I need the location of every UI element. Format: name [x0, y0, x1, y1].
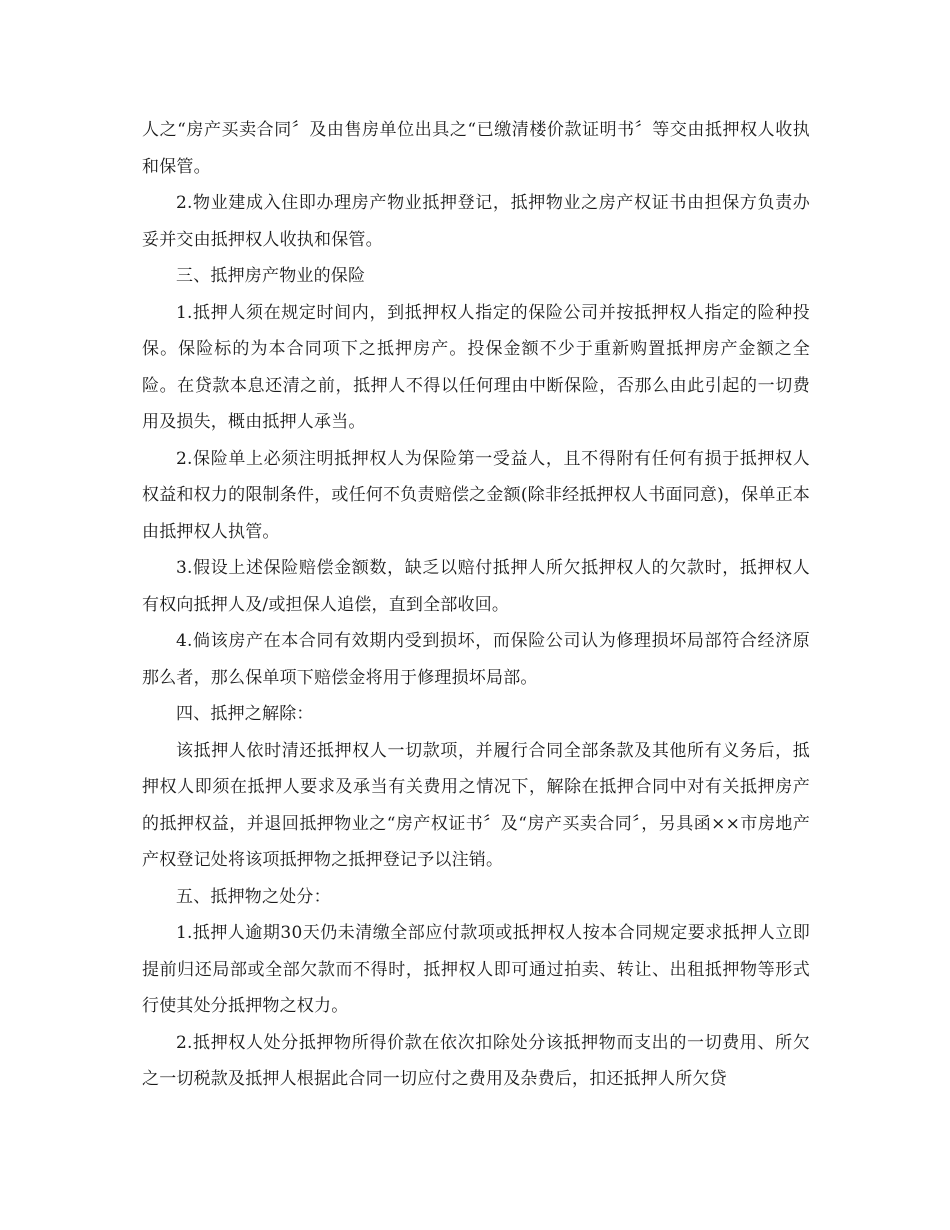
paragraph-insurance-1: 1.抵押人须在规定时间内，到抵押权人指定的保险公司并按抵押权人指定的险种投保。保险标的为本合同项下之抵押房产。投保金额不少于重新购置抵押房产金额之全险。在贷款本息还清之前，抵押人不得以任何理由中断保险，否那么由此引起的一切费用及损失，概由抵押人承当。 [142, 302, 810, 432]
paragraph-disposal-2: 2.抵押权人处分抵押物所得价款在依次扣除处分该抵押物而支出的一切费用、所欠之一切税款及抵押人根据此合同一切应付之费用及杂费后，扣还抵押人所欠贷 [142, 1032, 810, 1089]
paragraph-release: 该抵押人依时清还抵押权人一切款项，并履行合同全部条款及其他所有义务后，抵押权人即须在抵押人要求及承当有关费用之情况下，解除在抵押合同中对有关抵押房产的抵押权益，并退回抵押物业之“房产权证书〞及“房产买卖合同〞，另具函××市房地产产权登记处将该项抵押物之抵押登记予以注销。 [142, 740, 810, 870]
paragraph-clause-2-registration: 2.物业建成入住即办理房产物业抵押登记，抵押物业之房产权证书由担保方负责办妥并交由抵押权人收执和保管。 [142, 193, 810, 250]
document-body [142, 112, 810, 1098]
section-heading-disposal: 五、抵押物之处分： [176, 886, 331, 907]
paragraph-continuation: 人之“房产买卖合同〞及由售房单位出具之“已缴清楼价款证明书〞等交由抵押权人收执和保管。 [142, 120, 810, 177]
paragraph-insurance-2: 2.保险单上必须注明抵押权人为保险第一受益人，且不得附有任何有损于抵押权人权益和权力的限制条件，或任何不负责赔偿之金额(除非经抵押权人书面同意)，保单正本由抵押权人执管。 [142, 448, 810, 542]
section-heading-insurance: 三、抵押房产物业的保险 [176, 266, 366, 286]
paragraph-disposal-1: 1.抵押人逾期30天仍未清缴全部应付款项或抵押权人按本合同规定要求抵押人立即提前归还局部或全部欠款而不得时，抵押权人即可通过拍卖、转让、出租抵押物等形式行使其处分抵押物之权力。 [142, 923, 810, 1016]
paragraph-insurance-4: 4.倘该房产在本合同有效期内受到损坏，而保险公司认为修理损坏局部符合经济原那么者，那么保单项下赔偿金将用于修理损坏局部。 [142, 631, 810, 688]
paragraph-insurance-3: 3.假设上述保险赔偿金额数，缺乏以赔付抵押人所欠抵押权人的欠款时，抵押权人有权向抵押人及/或担保人追偿，直到全部收回。 [142, 558, 810, 615]
section-heading-release: 四、抵押之解除： [176, 704, 314, 724]
